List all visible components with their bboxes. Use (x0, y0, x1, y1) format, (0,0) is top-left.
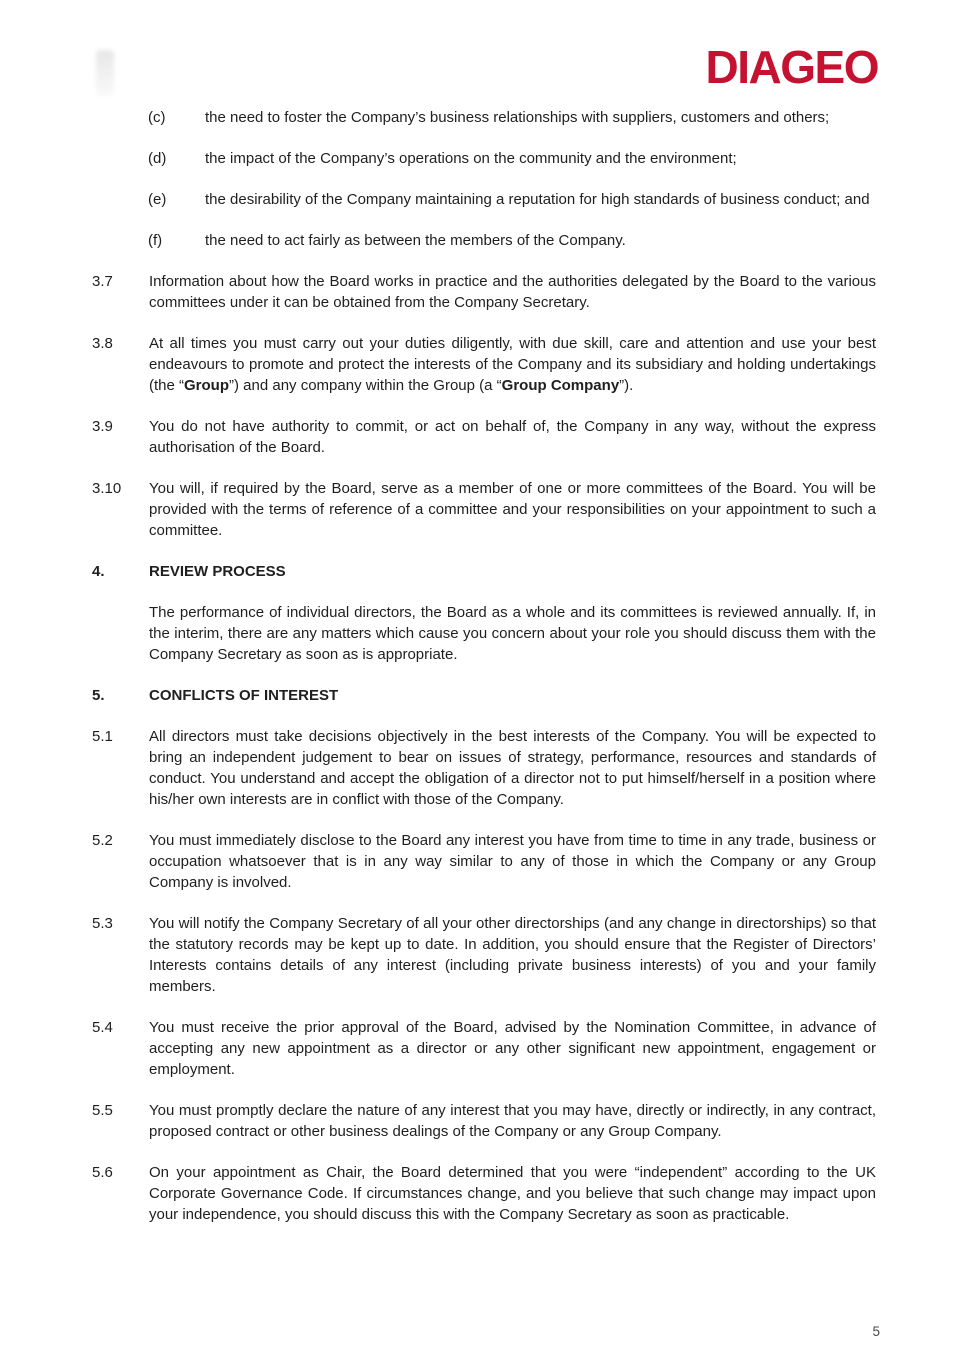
list-item-text: the need to foster the Company’s business relationships with suppliers, customers and others; (205, 109, 830, 126)
section-title: CONFLICTS OF INTEREST (149, 687, 339, 704)
list-item-text: the need to act fairly as between the members of the Company. (205, 232, 626, 249)
scan-artifact (96, 50, 114, 96)
section-number: 4. (92, 563, 105, 580)
clause-3-9 (92, 416, 876, 458)
clause-5-2 (92, 830, 876, 893)
section-4-body (92, 602, 876, 665)
clause-3-10 (92, 478, 876, 541)
clause-text: All directors must take decisions objectively in the best interests of the Company. You will be expected to bring an independent judgement to bear on issues of strategy, performance, resources and standards of conduct. You understand and accept the obligation of a director not to put himself/herself in a position where his/her own interests are in conflict with those of the Company. (149, 728, 876, 808)
section-number: 5. (92, 687, 105, 704)
page-footer (872, 1324, 880, 1339)
clause-5-1 (92, 726, 876, 810)
clause-number: 5.6 (92, 1164, 113, 1181)
clause-number: 5.3 (92, 915, 113, 932)
clause-number: 5.2 (92, 832, 113, 849)
clause-3-8 (92, 333, 876, 396)
clause-5-3 (92, 913, 876, 997)
section-paragraph: The performance of individual directors, the Board as a whole and its committees is reviewed annually. If, in the interim, there are any matters which cause you concern about your role you should discuss them with the Company Secretary as soon as is appropriate. (149, 604, 876, 663)
list-item-label: (f) (148, 232, 163, 249)
clause-text: You must promptly declare the nature of any interest that you may have, directly or indirectly, in any contract, proposed contract or other business dealings of the Company or any Group Company. (149, 1102, 876, 1140)
section-5-heading (92, 685, 876, 706)
clause-text: You will notify the Company Secretary of all your other directorships (and any change in directorships) so that the statutory records may be kept up to date. In addition, you should ensure that the Register of Directors’ Interests contains details of any interest (including private business interests) of you and your family members. (149, 915, 876, 995)
clause-3-7 (92, 271, 876, 313)
section-4-heading (92, 561, 876, 582)
document-header (0, 0, 966, 93)
clause-text: You must receive the prior approval of the Board, advised by the Nomination Committee, in advance of accepting any new appointment as a director or any other significant new appointment, engagement or employment. (149, 1019, 876, 1078)
clause-text: On your appointment as Chair, the Board determined that you were “independent” according to the UK Corporate Governance Code. If circumstances change, and you believe that such change may impact upon your independence, you should discuss this with the Company Secretary as soon as practicable. (149, 1164, 876, 1223)
spacer (92, 602, 149, 665)
clause-text: You will, if required by the Board, serve as a member of one or more committees of the Board. You will be provided with the terms of reference of a committee and your responsibilities on your appointment to such a committee. (149, 480, 876, 539)
list-item-text: the desirability of the Company maintaining a reputation for high standards of business conduct; and (205, 191, 870, 208)
clause-number: 5.5 (92, 1102, 113, 1119)
clause-5-5 (92, 1100, 876, 1142)
clause-5-4 (92, 1017, 876, 1080)
list-item-d (148, 148, 876, 169)
clause-number: 3.8 (92, 335, 113, 352)
clause-5-6 (92, 1162, 876, 1225)
clause-number: 3.7 (92, 273, 113, 290)
clause-text: Information about how the Board works in practice and the authorities delegated by the Board to the various committees under it can be obtained from the Company Secretary. (149, 273, 876, 311)
list-item-label: (c) (148, 109, 166, 126)
list-item-e (148, 189, 876, 210)
page-number: 5 (872, 1324, 880, 1339)
list-item-c (148, 107, 876, 128)
clause-text: You must immediately disclose to the Board any interest you have from time to time in any trade, business or occupation whatsoever that is in any way similar to any of those in which the Company or any Group Company is involved. (149, 832, 876, 891)
list-item-f (148, 230, 876, 251)
section-title: REVIEW PROCESS (149, 563, 286, 580)
diageo-logo: DIAGEO (705, 41, 878, 93)
list-item-label: (d) (148, 150, 167, 167)
clause-number: 5.4 (92, 1019, 113, 1036)
clause-number: 3.10 (92, 480, 122, 497)
clause-text: You do not have authority to commit, or act on behalf of, the Company in any way, without the express authorisation of the Board. (149, 418, 876, 456)
clause-number: 3.9 (92, 418, 113, 435)
clause-text: At all times you must carry out your duties diligently, with due skill, care and attention and use your best endeavours to promote and protect the interests of the Company and its subsidiary and holding undertakings (the “Group”) and any company within the Group (a “Group Company”). (149, 335, 876, 394)
document-body (0, 90, 966, 1225)
list-item-label: (e) (148, 191, 167, 208)
clause-number: 5.1 (92, 728, 113, 745)
list-item-text: the impact of the Company’s operations on the community and the environment; (205, 150, 737, 167)
